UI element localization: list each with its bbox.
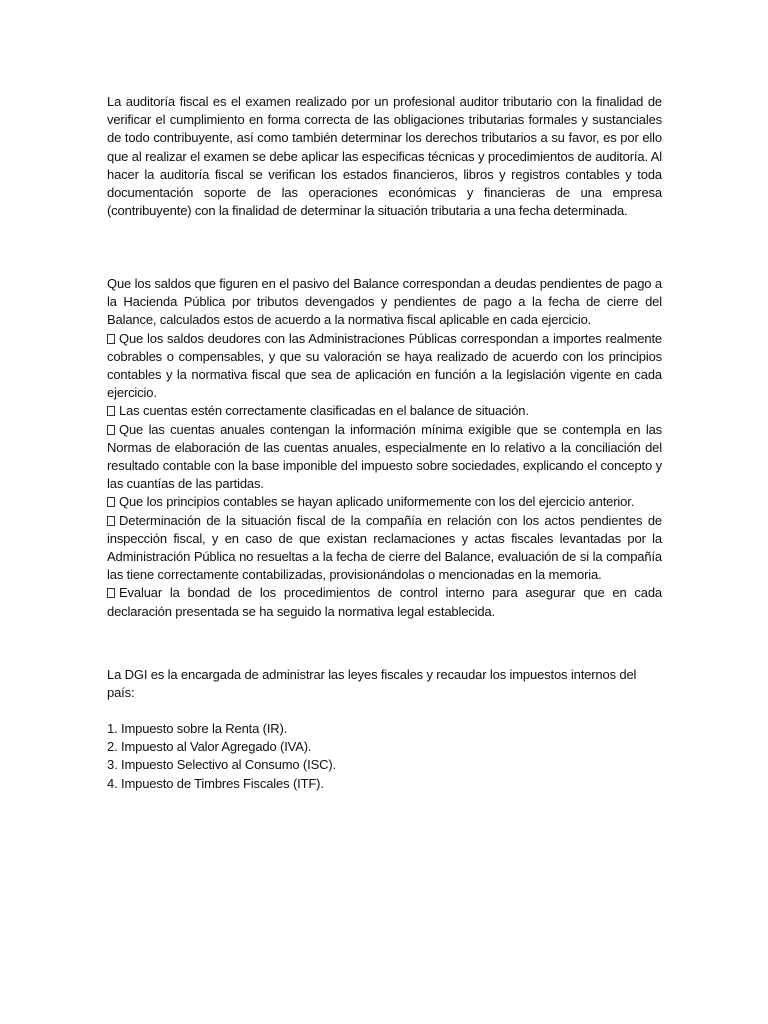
bullet-item [107, 512, 662, 585]
missing-glyph-icon [107, 334, 115, 344]
bullet-text: Que los saldos deudores con las Administraciones Públicas correspondan a importes realmente cobrables o compensables, y que su valoración se haya realizado de acuerdo con los principios contables y la normativa fiscal que sea de aplicación en función a la legislación vigente en cada ejercicio. [107, 330, 662, 401]
tax-list-item: 1. Impuesto sobre la Renta (IR). [107, 721, 288, 736]
bullet-text: Que los principios contables se hayan aplicado uniformemente con los del ejercicio anterior. [119, 494, 635, 510]
bullet-item [107, 493, 662, 511]
bullet-text: Las cuentas estén correctamente clasificadas en el balance de situación. [119, 403, 529, 419]
bullet-text: Que las cuentas anuales contengan la información mínima exigible que se contempla en las Normas de elaboración de las cuentas anuales, especialmente en lo relativo a la conciliación del resultado contable con la base imponible del impuesto sobre sociedades, explicando el concepto y las cuantías de las partidas. [107, 421, 662, 492]
dgi-paragraph: La DGI es la encargada de administrar las leyes fiscales y recaudar los impuestos internos del país: [107, 667, 637, 701]
missing-glyph-icon [107, 588, 115, 598]
bullet-item [107, 421, 662, 494]
objectives-intro: Que los saldos que figuren en el pasivo del Balance correspondan a deudas pendientes de pago a la Hacienda Pública por tributos devengados y pendientes de pago a la fecha de cierre del Balance, calculados estos de acuerdo a la normativa fiscal aplicable en cada ejercicio. [107, 276, 662, 328]
tax-list-item: 2. Impuesto al Valor Agregado (IVA). [107, 739, 312, 755]
bullet-item [107, 584, 662, 620]
intro-paragraph: La auditoría fiscal es el examen realizado por un profesional auditor tributario con la finalidad de verificar el cumplimiento en forma correcta de las obligaciones tributarias formales y sustanciales de todo contribuyente, así como también determinar los derechos tributarios a su favor, es por ello que al realizar el examen se debe aplicar las especificas técnicas y procedimientos de auditoría. Al hacer la auditoría fiscal se verifican los estados financieros, libros y registros contables y toda documentación soporte de las operaciones económicas y financieras de una empresa (contribuyente) con la finalidad de determinar la situación tributaria a una fecha determinada. [107, 94, 662, 219]
missing-glyph-icon [107, 497, 115, 507]
missing-glyph-icon [107, 516, 115, 526]
tax-list-item: 3. Impuesto Selectivo al Consumo (ISC). [107, 757, 336, 773]
objectives-section [107, 275, 662, 621]
bullet-item [107, 330, 662, 403]
tax-list [107, 720, 662, 793]
bullet-text: Evaluar la bondad de los procedimientos de control interno para asegurar que en cada declaración presentada se ha seguido la normativa legal establecida. [107, 585, 662, 619]
missing-glyph-icon [107, 406, 115, 416]
bullet-text: Determinación de la situación fiscal de la compañía en relación con los actos pendientes de inspección fiscal, y en caso de que existan reclamaciones y actas fiscales levantadas por la Administración Pública no resueltas a la fecha de cierre del Balance, evaluación de si la compañía las tiene correctamente contabilizadas, provisionándolas o mencionadas en la memoria. [107, 512, 662, 583]
tax-list-item: 4. Impuesto de Timbres Fiscales (ITF). [107, 775, 324, 791]
missing-glyph-icon [107, 425, 115, 435]
bullet-item [107, 402, 662, 420]
